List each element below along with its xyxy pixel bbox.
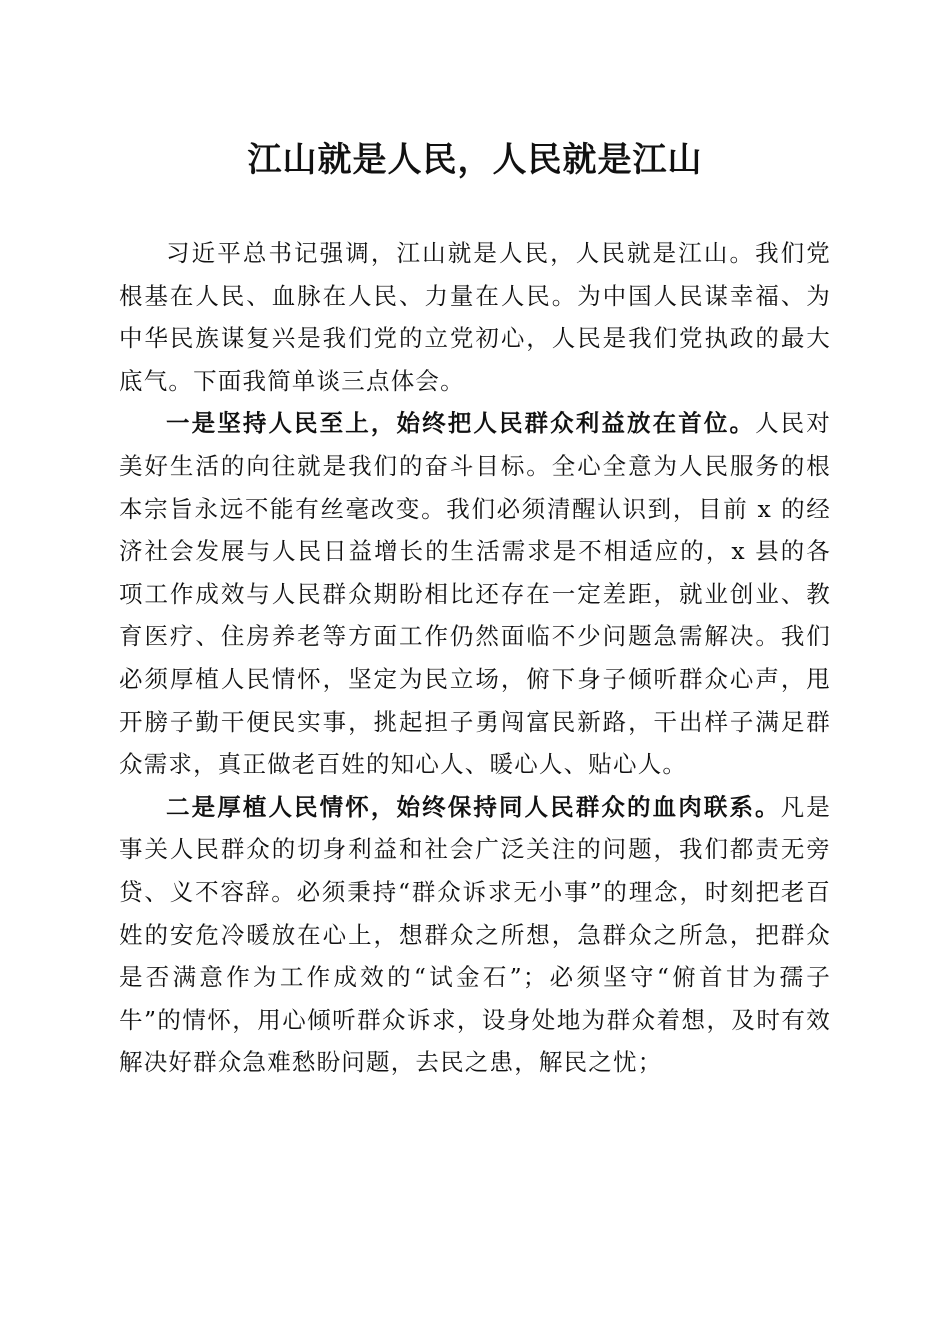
- document-title: 江山就是人民，人民就是江山: [247, 140, 703, 180]
- paragraph-lead: 二是厚植人民情怀，始终保持同人民群众的血肉联系。: [166, 792, 781, 821]
- paragraph-text: 习近平总书记强调，江山就是人民，人民就是江山。我们党根基在人民、血脉在人民、力量在人民。为中国人民谋幸福、为中华民族谋复兴是我们党的立党初心，人民是我们党执政的最大底气。下面我简单谈三点体会。: [119, 239, 831, 395]
- paragraph-intro: [119, 232, 831, 402]
- paragraph-text: 凡是事关人民群众的切身利益和社会广泛关注的问题，我们都责无旁贷、义不容辞。必须秉持“群众诉求无小事”的理念，时刻把老百姓的安危冷暖放在心上，想群众之所想，急群众之所急，把群众是否满意作为工作成效的“试金石”；必须坚守“俯首甘为孺子牛”的情怀，用心倾听群众诉求，设身处地为群众着想，及时有效解决好群众急难愁盼问题，去民之患，解民之忧；: [119, 792, 831, 1077]
- document-body: [119, 232, 831, 1084]
- paragraph-point-two: [119, 786, 831, 1084]
- paragraph-point-one: [119, 402, 831, 785]
- paragraph-lead: 一是坚持人民至上，始终把人民群众利益放在首位。: [166, 409, 756, 438]
- paragraph-text: 人民对美好生活的向往就是我们的奋斗目标。全心全意为人民服务的根本宗旨永远不能有丝毫改变。我们必须清醒认识到，目前 x 的经济社会发展与人民日益增长的生活需求是不相适应的，x 县的各项工作成效与人民群众期盼相比还存在一定差距，就业创业、教育医疗、住房养老等方面工作仍然面临不少问题急需解决。我们必须厚植人民情怀，坚定为民立场，俯下身子倾听群众心声，甩开膀子勤干便民实事，挑起担子勇闯富民新路，干出样子满足群众需求，真正做老百姓的知心人、暖心人、贴心人。: [119, 409, 831, 779]
